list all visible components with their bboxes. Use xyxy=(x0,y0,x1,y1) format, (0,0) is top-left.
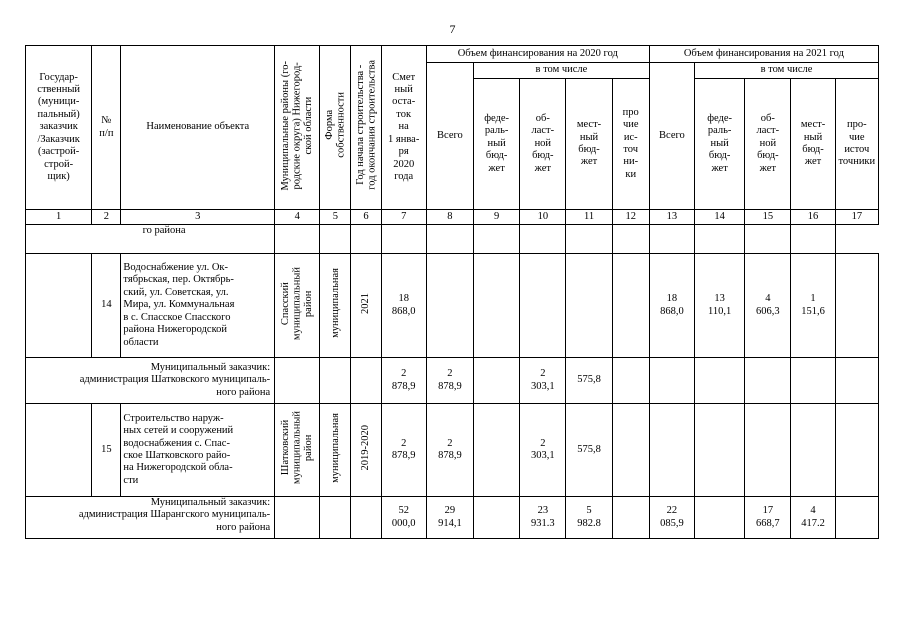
col-number: 9 xyxy=(474,210,520,225)
table-row xyxy=(26,404,879,497)
row-14-district: Спасский муниципальный район xyxy=(275,254,320,358)
col-number: 10 xyxy=(520,210,566,225)
header-num: № п/п xyxy=(92,46,121,210)
header-incl-2021: в том числе xyxy=(695,63,879,79)
financing-table xyxy=(25,45,879,539)
header-districts: Муниципальные районы (го- родские округа) Нижегород- ской области xyxy=(275,46,320,210)
table-row xyxy=(26,254,879,358)
row-15-years: 2019-2020 xyxy=(351,404,381,497)
header-other-2020: про чие ис- точ ни- ки xyxy=(612,79,649,210)
sharanga-customer-label: Муниципальный заказчик: администрация Шарангского муниципаль- ного района xyxy=(26,497,275,539)
row-15-balance: 2 878,9 xyxy=(381,404,426,497)
row-14-ownership: муниципальная xyxy=(320,254,351,358)
col-number: 11 xyxy=(566,210,612,225)
sharanga-total-2021: 22 085,9 xyxy=(649,497,694,539)
row-15-district: Шатковский муниципальный район xyxy=(275,404,320,497)
col-number: 1 xyxy=(26,210,92,225)
sharanga-regional-2021: 17 668,7 xyxy=(745,497,791,539)
row-15-ownership: муниципальная xyxy=(320,404,351,497)
header-incl-2020: в том числе xyxy=(474,63,650,79)
row-15-regional-2020: 2 303,1 xyxy=(520,404,566,497)
shatki-local-2020: 575,8 xyxy=(566,358,612,404)
header-local-2021: мест- ный бюд- жет xyxy=(791,79,835,210)
header-federal-2021: феде- раль- ный бюд- жет xyxy=(695,79,745,210)
row-15-total-2020: 2 878,9 xyxy=(426,404,473,497)
header-total-2021: Всего xyxy=(649,63,694,210)
page-number: 7 xyxy=(449,22,456,36)
col-number: 2 xyxy=(92,210,121,225)
col-number: 8 xyxy=(426,210,473,225)
row-14-name: Водоснабжение ул. Ок- тябрьская, пер. Октябрь- ский, ул. Советская, ул. Мира, ул. Коммунальная в с. Спасское Спасского района Нижегородской области xyxy=(121,254,275,358)
row-14-federal-2021: 13 110,1 xyxy=(695,254,745,358)
col-number: 12 xyxy=(612,210,649,225)
row-15-num: 15 xyxy=(92,404,121,497)
col-number: 5 xyxy=(320,210,351,225)
shatki-total-2020: 2 878,9 xyxy=(426,358,473,404)
header-federal-2020: феде- раль- ный бюд- жет xyxy=(474,79,520,210)
header-object-name: Наименование объекта xyxy=(121,46,275,210)
header-other-2021: про- чие источ точники xyxy=(835,79,878,210)
row-14-years: 2021 xyxy=(351,254,381,358)
col-number: 7 xyxy=(381,210,426,225)
sharanga-local-2021: 4 417.2 xyxy=(791,497,835,539)
sharanga-local-2020: 5 982.8 xyxy=(566,497,612,539)
header-customer: Государ- ственный (муници- пальный) заказчик /Заказчик (застрой- строй- щик) xyxy=(26,46,92,210)
header-total-2020: Всего xyxy=(426,63,473,210)
header-regional-2020: об- ласт- ной бюд- жет xyxy=(520,79,566,210)
header-ownership: Форма собственности xyxy=(320,46,351,210)
sharanga-regional-2020: 23 931.3 xyxy=(520,497,566,539)
col-number: 3 xyxy=(121,210,275,225)
row-14-balance: 18 868,0 xyxy=(381,254,426,358)
row-14-num: 14 xyxy=(92,254,121,358)
col-number: 4 xyxy=(275,210,320,225)
table-row xyxy=(26,497,879,539)
table-row xyxy=(26,358,879,404)
col-number: 6 xyxy=(351,210,381,225)
col-number: 16 xyxy=(791,210,835,225)
header-fin-2020: Объем финансирования на 2020 год xyxy=(426,46,649,63)
col-number: 14 xyxy=(695,210,745,225)
header-regional-2021: об- ласт- ной бюд- жет xyxy=(745,79,791,210)
header-balance: Смет ный оста- ток на 1 янва- ря 2020 года xyxy=(381,46,426,210)
row-14-local-2021: 1 151,6 xyxy=(791,254,835,358)
shatki-customer-label: Муниципальный заказчик: администрация Шатковского муниципаль- ного района xyxy=(26,358,275,404)
col-number: 13 xyxy=(649,210,694,225)
shatki-regional-2020: 2 303,1 xyxy=(520,358,566,404)
col-number: 17 xyxy=(835,210,878,225)
header-years: Год начала строительства - год окончания строительства xyxy=(351,46,381,210)
row-14-regional-2021: 4 606,3 xyxy=(745,254,791,358)
shatki-balance: 2 878,9 xyxy=(381,358,426,404)
row-15-local-2020: 575,8 xyxy=(566,404,612,497)
continuation-label: го района xyxy=(26,225,275,254)
header-local-2020: мест- ный бюд- жет xyxy=(566,79,612,210)
row-15-name: Строительство наруж- ных сетей и сооружений водоснабжения с. Спас- ское Шатковского райо- на Нижегородской обла- сти xyxy=(121,404,275,497)
sharanga-balance: 52 000,0 xyxy=(381,497,426,539)
sharanga-total-2020: 29 914,1 xyxy=(426,497,473,539)
row-14-total-2021: 18 868,0 xyxy=(649,254,694,358)
col-number: 15 xyxy=(745,210,791,225)
header-fin-2021: Объем финансирования на 2021 год xyxy=(649,46,878,63)
